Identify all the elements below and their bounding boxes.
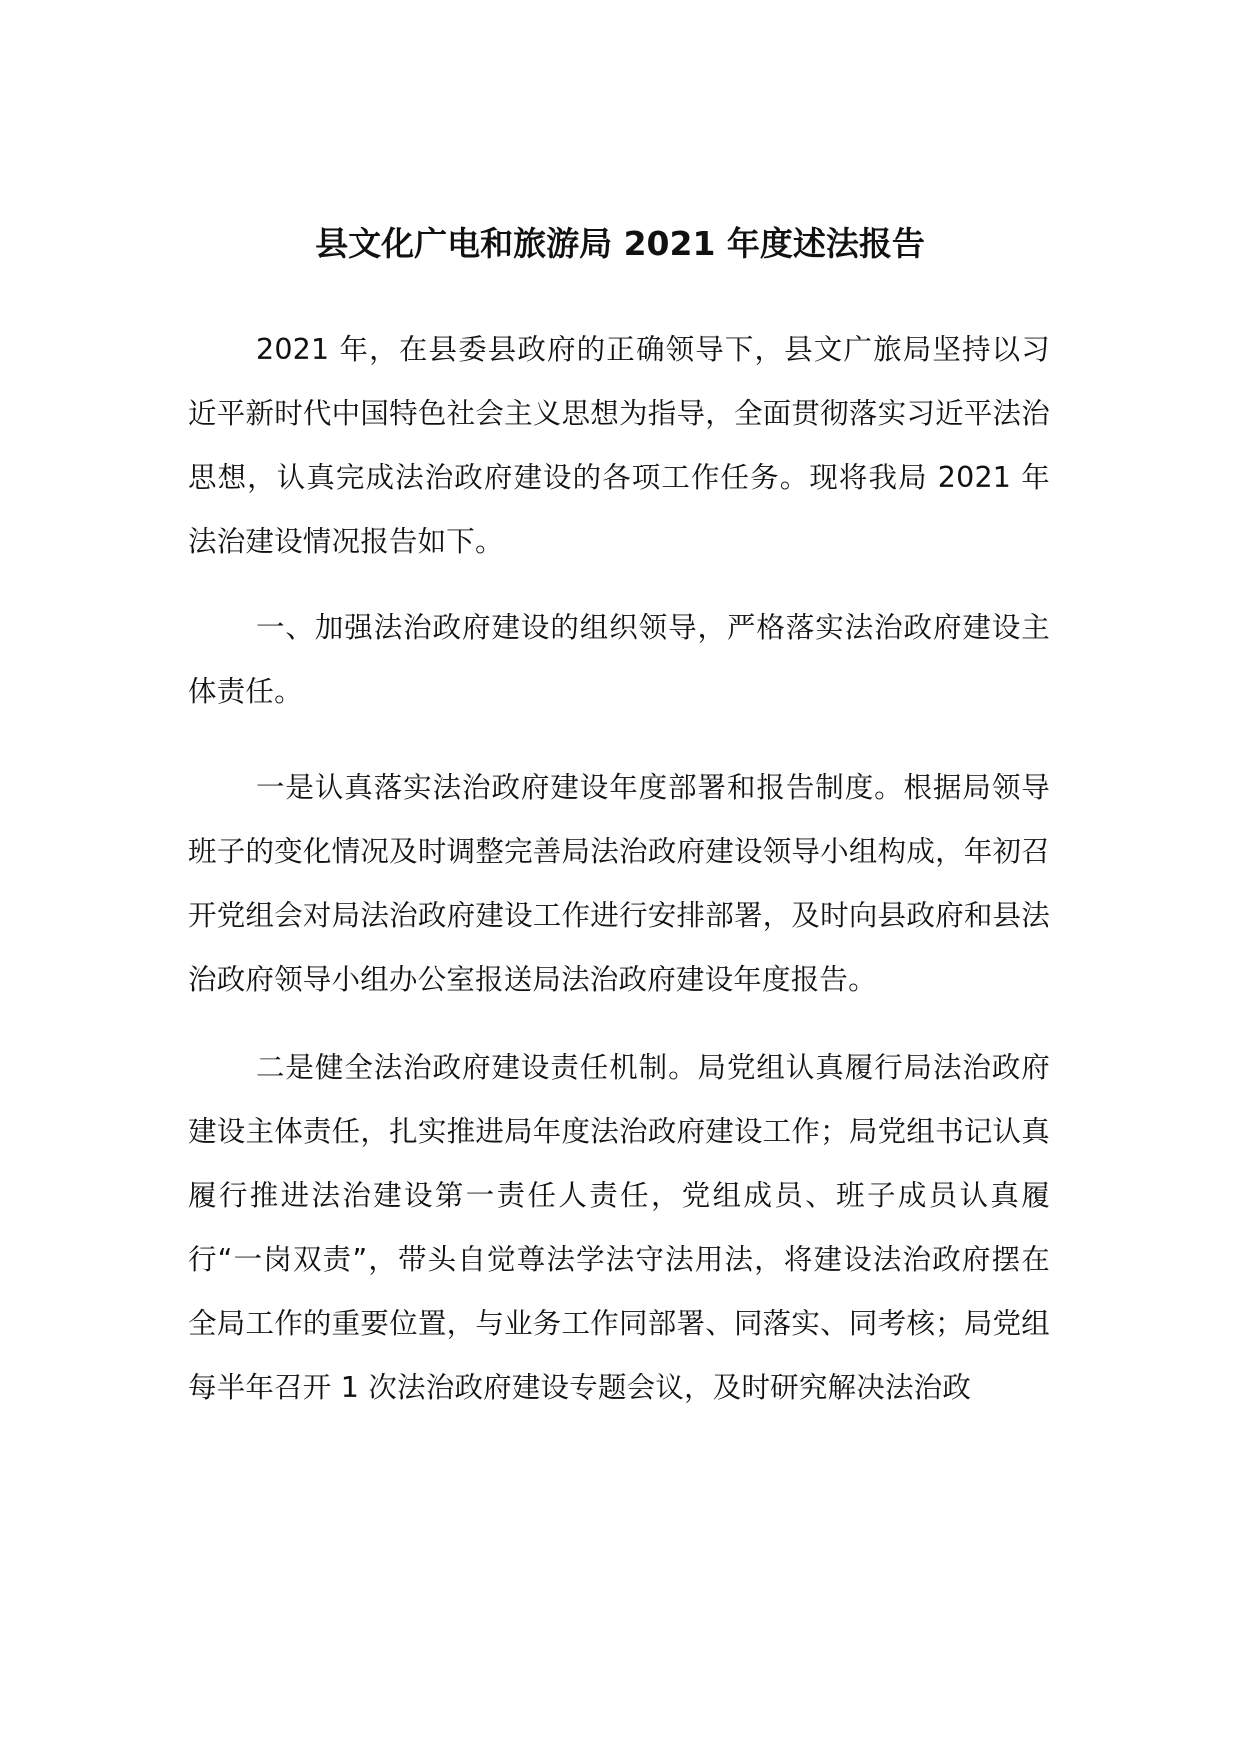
document-title: 县文化广电和旅游局 2021 年度述法报告 (315, 224, 925, 263)
paragraph-section-one-heading: 一、加强法治政府建设的组织领导，严格落实法治政府建设主体责任。 (188, 611, 1050, 708)
paragraph-intro: 2021 年，在县委县政府的正确领导下，县文广旅局坚持以习近平新时代中国特色社会主义思想为指导，全面贯彻落实习近平法治思想，认真完成法治政府建设的各项工作任务。现将我局 2021 年法治建设情况报告如下。 (188, 333, 1050, 558)
paragraph-item-two: 二是健全法治政府建设责任机制。局党组认真履行局法治政府建设主体责任，扎实推进局年度法治政府建设工作；局党组书记认真履行推进法治建设第一责任人责任，党组成员、班子成员认真履行“一岗双责”，带头自觉尊法学法守法用法，将建设法治政府摆在全局工作的重要位置，与业务工作同部署、同落实、同考核；局党组每半年召开 1 次法治政府建设专题会议，及时研究解决法治政 (188, 1051, 1050, 1404)
paragraph-item-one: 一是认真落实法治政府建设年度部署和报告制度。根据局领导班子的变化情况及时调整完善局法治政府建设领导小组构成，年初召开党组会对局法治政府建设工作进行安排部署，及时向县政府和县法治政府领导小组办公室报送局法治政府建设年度报告。 (188, 771, 1050, 996)
